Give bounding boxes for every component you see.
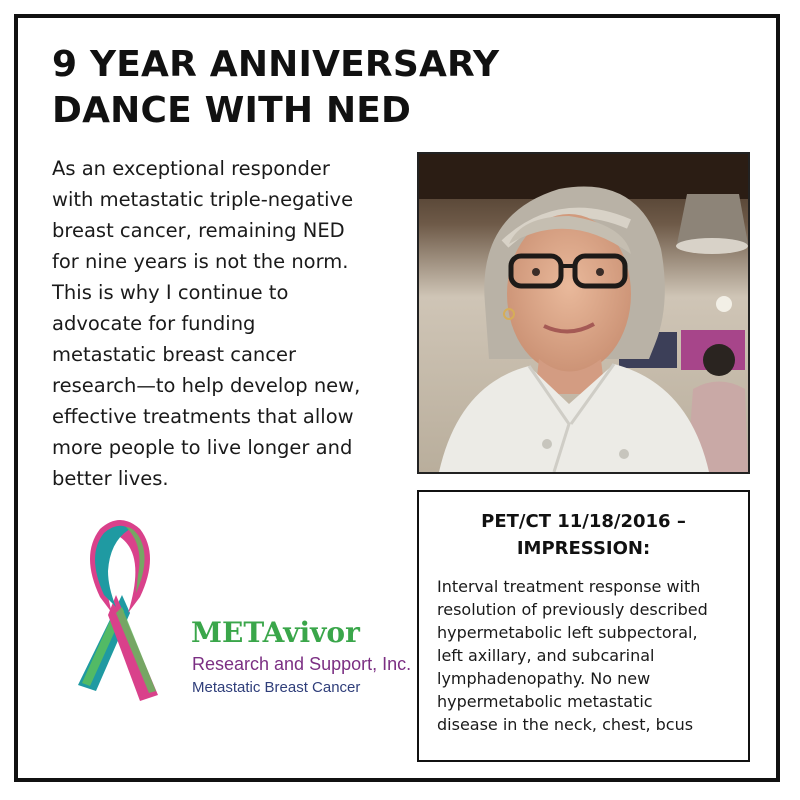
impression-line: resolution of previously described: [437, 600, 708, 619]
story-line: for nine years is not the norm.: [52, 250, 349, 273]
portrait-illustration: [419, 154, 748, 472]
story-line: with metastatic triple-negative: [52, 188, 354, 211]
metavivor-logo-name: [191, 617, 360, 649]
story-line: effective treatments that allow: [52, 405, 354, 428]
impression-title-line-1: PET/CT 11/18/2016 –: [481, 511, 686, 532]
impression-line: hypermetabolic metastatic: [437, 692, 653, 711]
logo-subtitle: Research and Support, Inc.: [192, 654, 412, 674]
poster-title: [52, 42, 499, 134]
story-line: metastatic breast cancer: [52, 343, 297, 366]
impression-text: [437, 575, 742, 736]
impression-title: [419, 508, 748, 562]
impression-line: hypermetabolic left subpectoral,: [437, 623, 698, 642]
title-line-1: 9 YEAR ANNIVERSARY: [52, 44, 500, 85]
story-line: As an exceptional responder: [52, 157, 330, 180]
title-line-2: DANCE WITH NED: [52, 90, 412, 131]
portrait-photo: [417, 152, 750, 474]
story-line: research—to help develop new,: [52, 374, 361, 397]
impression-line: Interval treatment response with: [437, 577, 701, 596]
story-line: better lives.: [52, 467, 169, 490]
story-line: more people to live longer and: [52, 436, 353, 459]
impression-title-line-2: IMPRESSION:: [516, 538, 651, 559]
story-line: This is why I continue to: [52, 281, 289, 304]
story-line: breast cancer, remaining NED: [52, 219, 345, 242]
logo-tagline: Metastatic Breast Cancer: [192, 679, 361, 696]
pet-ct-impression-box: [417, 490, 750, 762]
impression-line: disease in the neck, chest, bcus: [437, 715, 694, 734]
logo-name-part-1: MET: [191, 616, 263, 649]
story-line: advocate for funding: [52, 312, 256, 335]
impression-line: left axillary, and subcarinal: [437, 646, 655, 665]
logo-name-part-2: Avivor: [262, 616, 360, 649]
story-text: [52, 153, 412, 494]
awareness-ribbon-icon: [60, 515, 180, 715]
impression-line: lymphadenopathy. No new: [437, 669, 651, 688]
